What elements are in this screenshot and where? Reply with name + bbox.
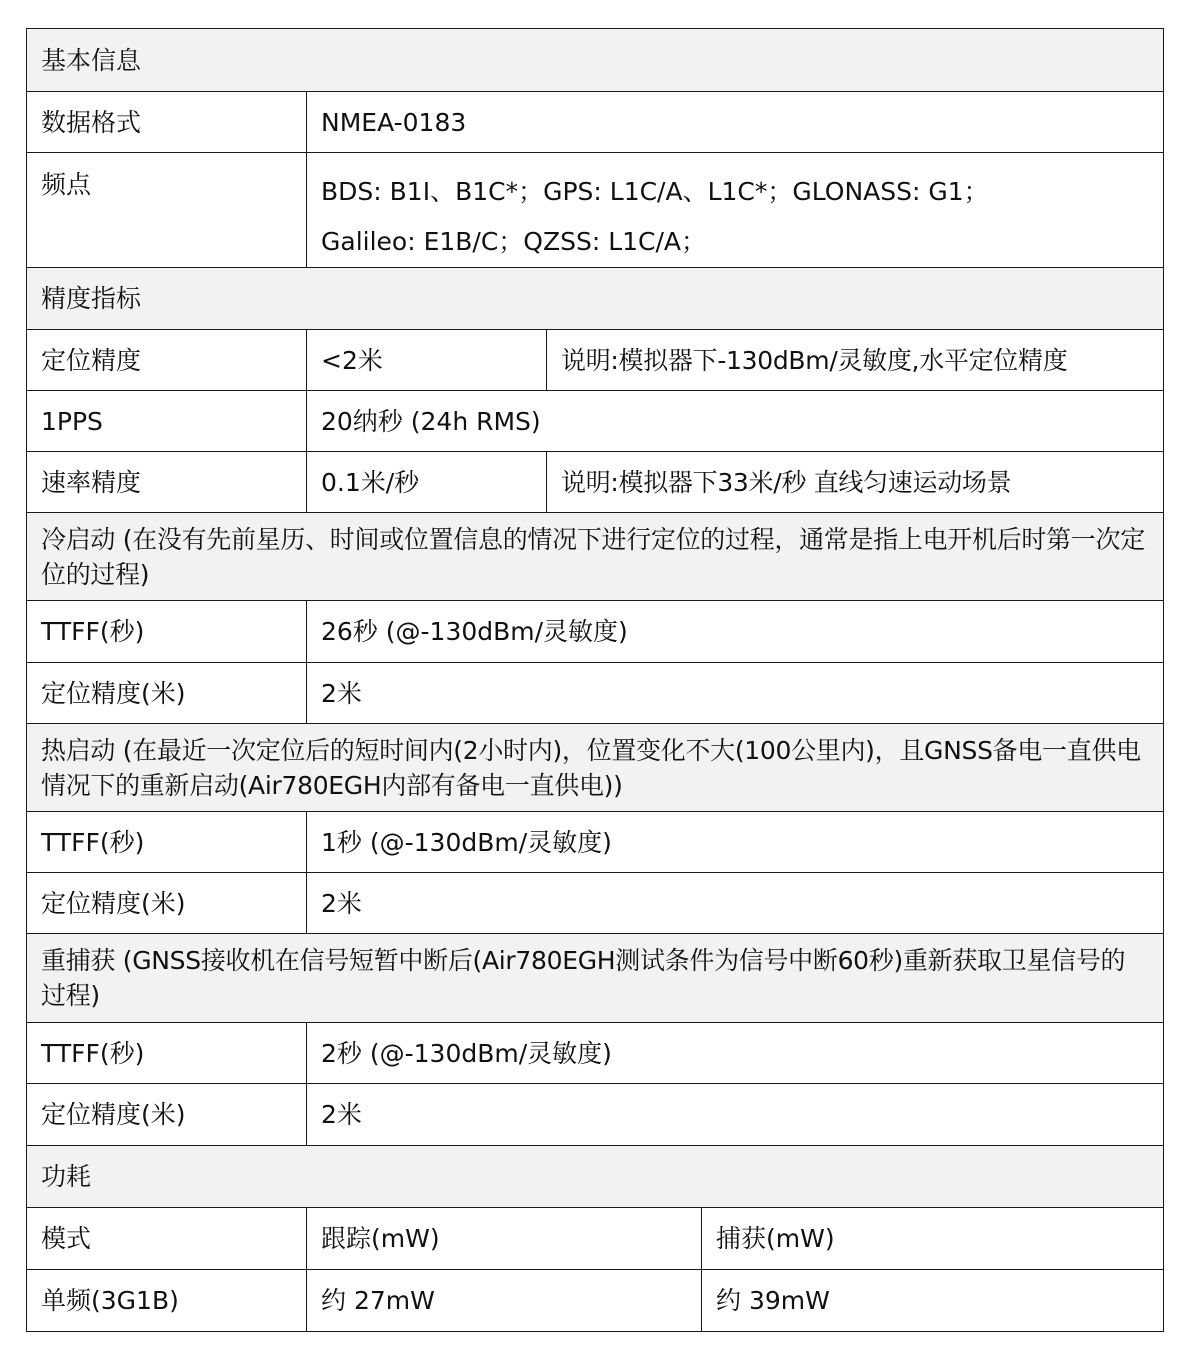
table-row (27, 153, 1164, 268)
row-label: 定位精度 (27, 330, 307, 391)
power-acquisition-value: 约 39mW (702, 1270, 1164, 1332)
row-value (307, 153, 1164, 268)
row-label: 定位精度(米) (27, 1084, 307, 1146)
table-row (27, 812, 1164, 873)
power-mode-header: 模式 (27, 1208, 307, 1270)
power-tracking-header: 跟踪(mW) (307, 1208, 702, 1270)
row-label: TTFF(秒) (27, 601, 307, 663)
row-label: TTFF(秒) (27, 812, 307, 873)
table-row (27, 601, 1164, 663)
row-value: 0.1米/秒 (307, 452, 547, 513)
row-value: NMEA-0183 (307, 92, 1164, 153)
table-row (27, 873, 1164, 934)
row-value: 26秒 (@-130dBm/灵敏度) (307, 601, 1164, 663)
row-value: 20纳秒 (24h RMS) (307, 391, 1164, 452)
table-row (27, 1270, 1164, 1332)
row-label: 速率精度 (27, 452, 307, 513)
row-value: <2米 (307, 330, 547, 391)
row-label: 定位精度(米) (27, 873, 307, 934)
row-label: 定位精度(米) (27, 663, 307, 724)
section-title: 冷启动 (在没有先前星历、时间或位置信息的情况下进行定位的过程，通常是指上电开机后时第一次定位的过程) (27, 513, 1164, 601)
table-row (27, 391, 1164, 452)
section-hot-start (27, 724, 1164, 812)
section-cold-start (27, 513, 1164, 601)
row-label: 1PPS (27, 391, 307, 452)
section-title: 重捕获 (GNSS接收机在信号短暂中断后(Air780EGH测试条件为信号中断60秒)重新获取卫星信号的过程) (27, 934, 1164, 1023)
table-row (27, 1084, 1164, 1146)
section-basic (27, 29, 1164, 92)
table-row (27, 330, 1164, 391)
row-label: 数据格式 (27, 92, 307, 153)
power-tracking-value: 约 27mW (307, 1270, 702, 1332)
table-row (27, 452, 1164, 513)
table-row (27, 1208, 1164, 1270)
section-title: 热启动 (在最近一次定位后的短时间内(2小时内)，位置变化不大(100公里内)，且GNSS备电一直供电情况下的重新启动(Air780EGH内部有备电一直供电)) (27, 724, 1164, 812)
row-value: 2米 (307, 663, 1164, 724)
row-label: TTFF(秒) (27, 1023, 307, 1084)
frequency-line: BDS: B1I、B1C*；GPS: L1C/A、L1C*；GLONASS: G1； (321, 177, 989, 206)
section-power (27, 1146, 1164, 1208)
section-title: 基本信息 (27, 29, 1164, 92)
row-value: 1秒 (@-130dBm/灵敏度) (307, 812, 1164, 873)
frequency-line: Galileo: E1B/C；QZSS: L1C/A； (321, 227, 707, 256)
section-title: 功耗 (27, 1146, 1164, 1208)
section-accuracy (27, 268, 1164, 330)
power-acquisition-header: 捕获(mW) (702, 1208, 1164, 1270)
row-note: 说明:模拟器下-130dBm/灵敏度,水平定位精度 (547, 330, 1164, 391)
row-value: 2米 (307, 873, 1164, 934)
power-mode-value: 单频(3G1B) (27, 1270, 307, 1332)
table-row (27, 92, 1164, 153)
row-value: 2秒 (@-130dBm/灵敏度) (307, 1023, 1164, 1084)
table-row (27, 663, 1164, 724)
row-value: 2米 (307, 1084, 1164, 1146)
row-note: 说明:模拟器下33米/秒 直线匀速运动场景 (547, 452, 1164, 513)
section-title: 精度指标 (27, 268, 1164, 330)
table-row (27, 1023, 1164, 1084)
section-reacquisition (27, 934, 1164, 1023)
row-label: 频点 (27, 153, 307, 268)
gnss-spec-table (26, 28, 1164, 1332)
